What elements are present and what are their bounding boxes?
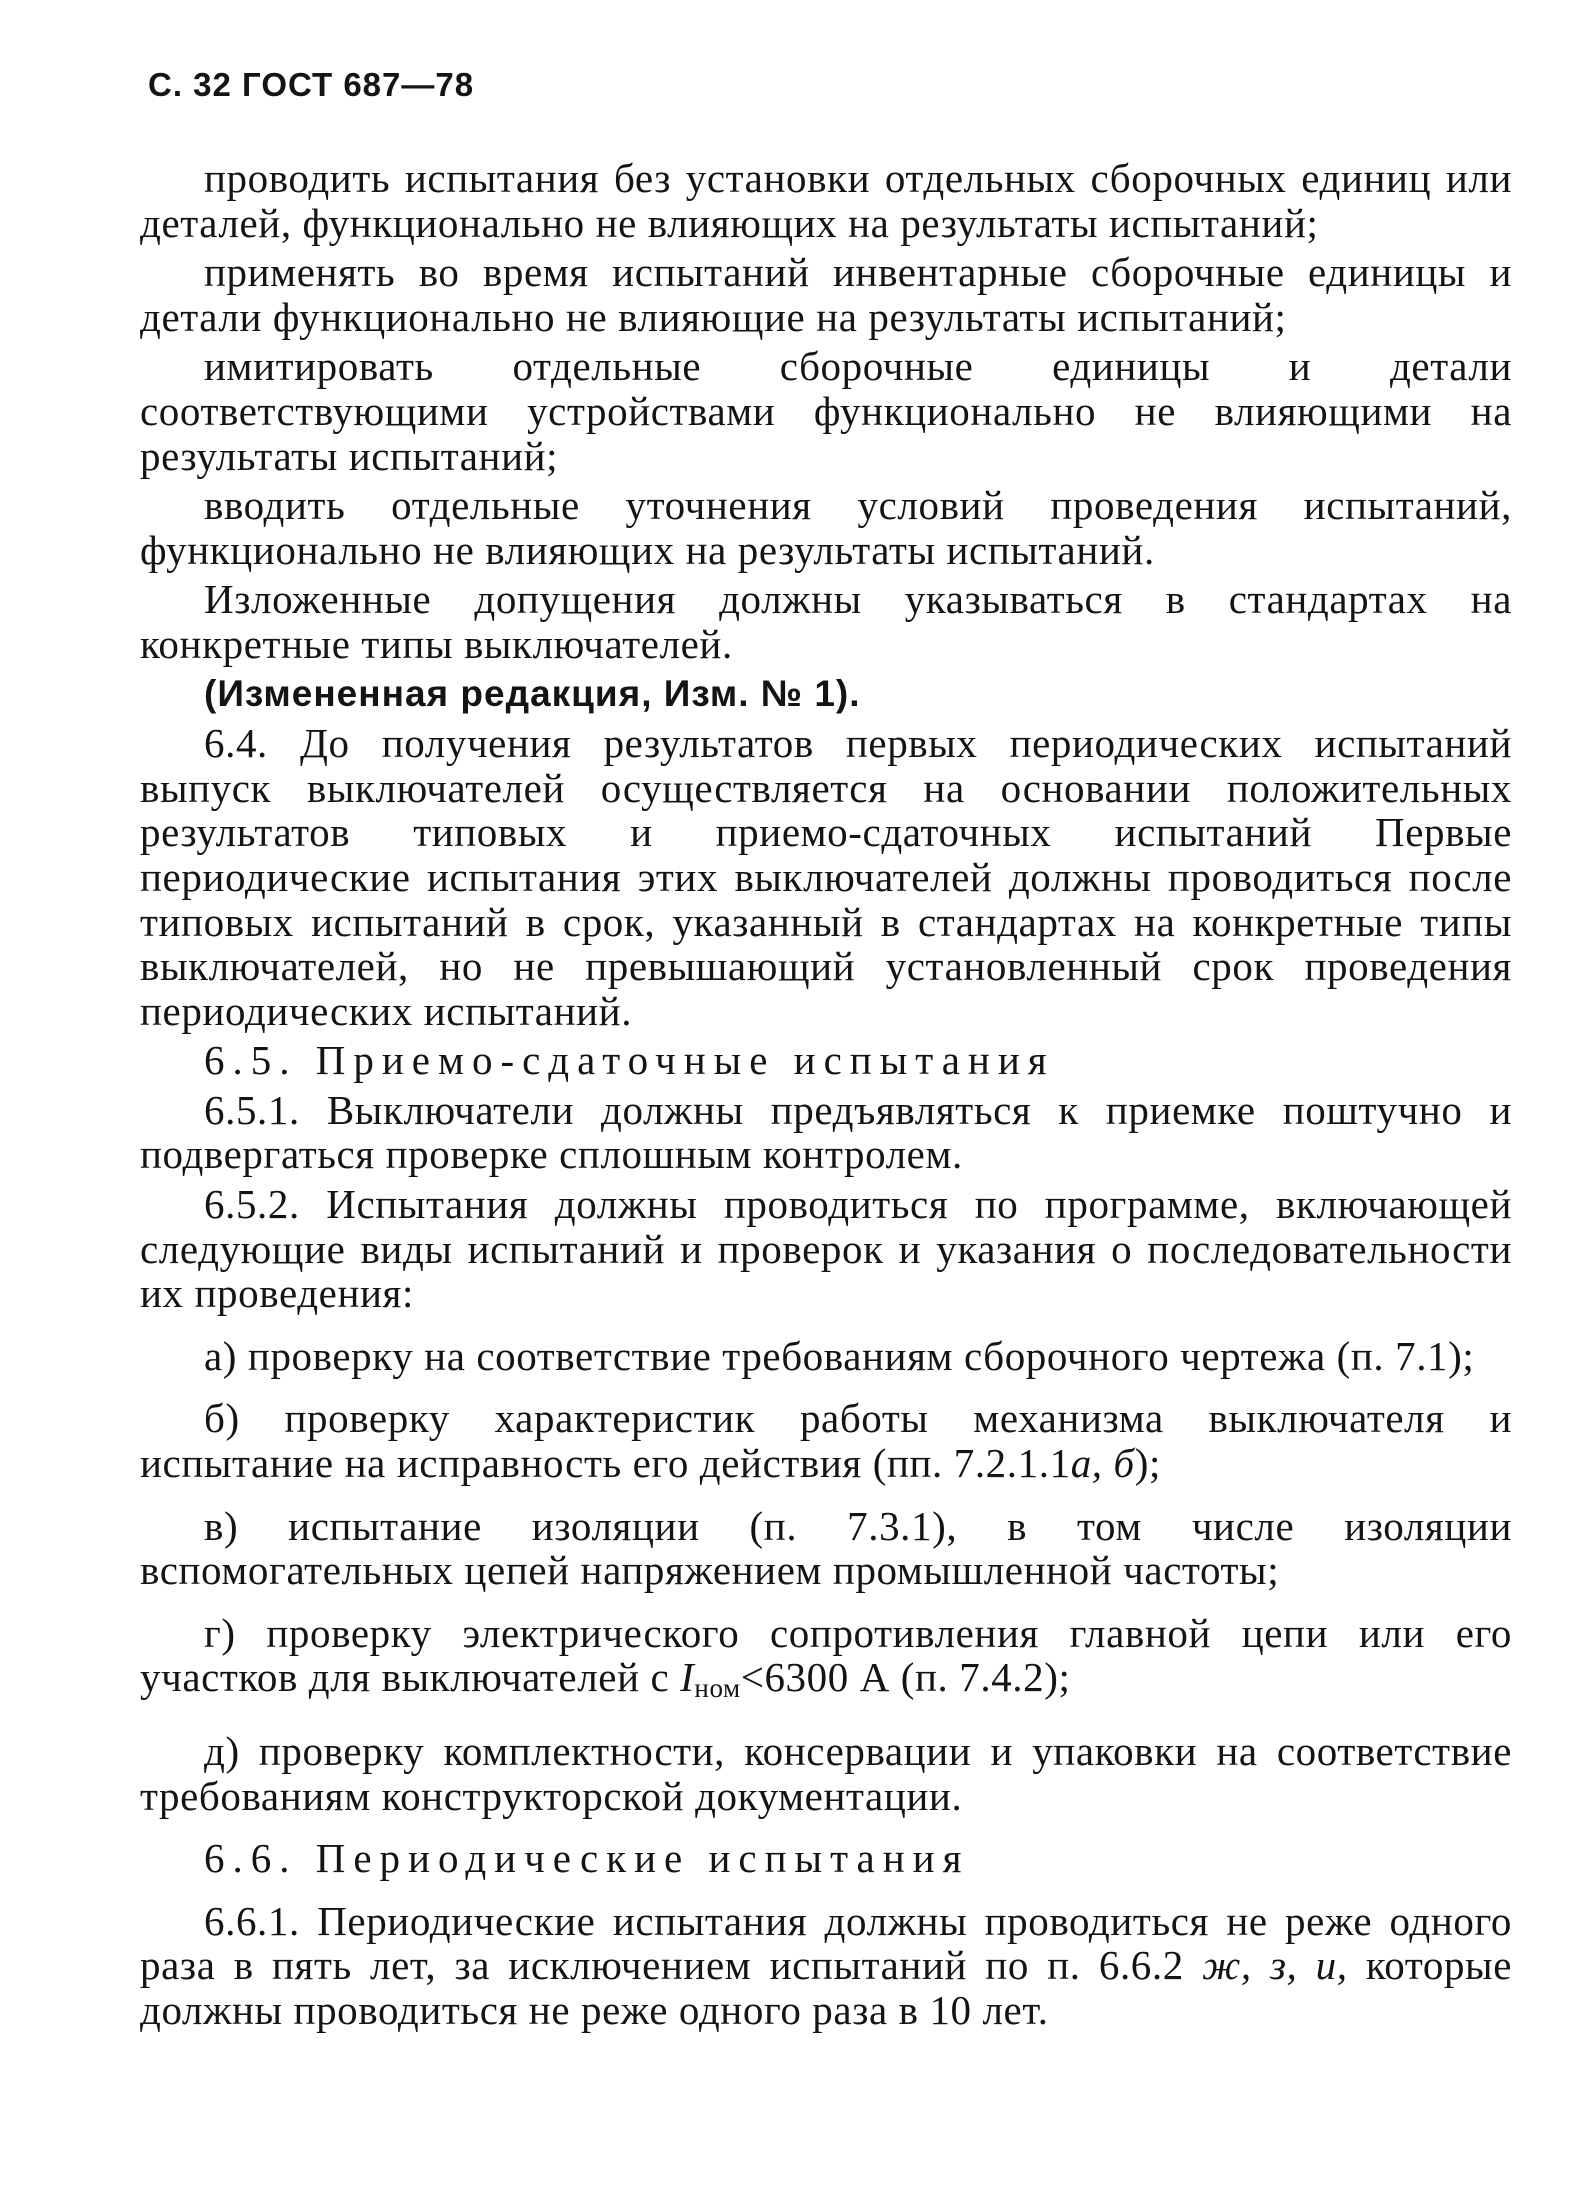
list-item-g — [140, 1611, 1512, 1711]
list-item-b — [140, 1396, 1512, 1485]
list-item-b-text: б) проверку характеристик работы механизма выключателя и испытание на исправность его действия (пп. 7.2.1.1 — [140, 1395, 1512, 1487]
list-item-g-text: г) проверку электрического сопротивления главной цепи или его участков для выключателей с — [140, 1609, 1512, 1701]
list-item-b-italic: а, б — [1070, 1440, 1135, 1487]
list-item-b-end: ); — [1134, 1440, 1161, 1487]
paragraph-6-6-1-text: 6.6.1. Периодические испытания должны проводиться не реже одного раза в пять лет, за исключением испытаний по п. 6.6.2 — [140, 1897, 1512, 1989]
paragraph-2: применять во время испытаний инвентарные сборочные единицы и детали функционально не влияющие на результаты испытаний; — [140, 249, 1512, 340]
paragraph-3: имитировать отдельные сборочные единицы и детали соответствующими устройствами функционально не влияющими на результаты испытаний; — [140, 343, 1512, 479]
paragraph-6-5-1: 6.5.1. Выключатели должны предъявляться к приемке поштучно и подвергаться проверке сплошным контролем. — [140, 1086, 1512, 1178]
paragraph-4: вводить отдельные уточнения условий проведения испытаний, функционально не влияющих на результаты испытаний. — [140, 482, 1512, 573]
paragraph-6-5-2: 6.5.2. Испытания должны проводиться по программе, включающей следующие виды испытаний и проверок и указания о последовательности их проведения: — [140, 1181, 1512, 1317]
current-subscript: ном — [694, 1673, 741, 1704]
paragraph-6-4: 6.4. До получения результатов первых периодических испытаний выпуск выключателей осуществляется на основании положительных результатов типовых и приемо-сдаточных испытаний Первые периодические испытания этих выключателей должны проводиться после типовых испытаний в срок, указанный в стандартах на конкретные типы выключателей, но не превышающий установленный срок проведения периодических испытаний. — [140, 720, 1512, 1034]
page-header: С. 32 ГОСТ 687—78 — [148, 66, 475, 103]
document-body — [140, 156, 1512, 2033]
paragraph-6-6-1-end: которые должны проводиться не реже одного раза в 10 лет. — [140, 1942, 1512, 2033]
list-item-g-end: <6300 А (п. 7.4.2); — [740, 1654, 1071, 1701]
list-item-v: в) испытание изоляции (п. 7.3.1), в том числе изоляции вспомогательных цепей напряжением промышленной частоты; — [140, 1502, 1512, 1594]
section-6-6-heading: 6.6. Периодические испытания — [204, 1835, 970, 1882]
current-symbol: I — [680, 1654, 695, 1701]
list-item-d: д) проверку комплектности, консервации и упаковки на соответствие требованиям конструкторской документации. — [140, 1728, 1512, 1819]
list-item-a: а) проверку на соответствие требованиям сборочного чертежа (п. 7.1); — [204, 1332, 1475, 1379]
section-6-5-heading: 6.5. Приемо-сдаточные испытания — [204, 1037, 1055, 1084]
paragraph-5: Изложенные допущения должны указываться в стандартах на конкретные типы выключателей. — [140, 576, 1512, 667]
paragraph-6-6-1 — [140, 1899, 1512, 2033]
paragraph-1: проводить испытания без установки отдельных сборочных единиц или деталей, функционально не влияющих на результаты испытаний; — [140, 155, 1512, 246]
amendment-note: (Измененная редакция, Изм. № 1). — [204, 672, 861, 714]
paragraph-6-6-1-italic: ж, з, и, — [1202, 1942, 1348, 1989]
